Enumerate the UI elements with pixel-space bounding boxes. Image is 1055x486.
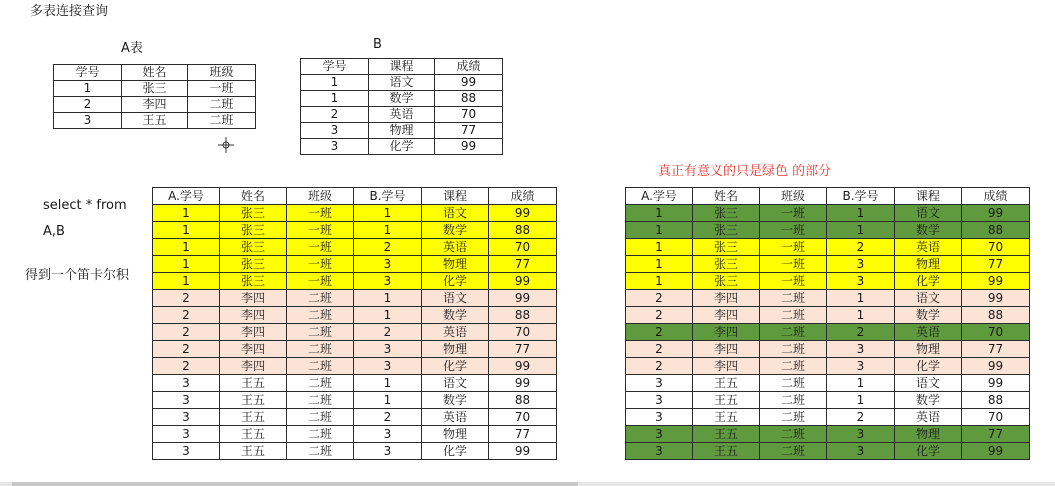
table-cell: 二班	[760, 392, 827, 409]
table-cell: 王五	[693, 443, 760, 460]
table-cell: 2	[153, 358, 220, 375]
table-cell: 3	[153, 426, 220, 443]
table-cell: 数学	[422, 222, 489, 239]
table-cell: 3	[54, 113, 122, 129]
table-cell: 二班	[287, 426, 354, 443]
table-cell: 77	[435, 123, 503, 139]
table-cell: 3	[827, 443, 895, 460]
table-cell: 70	[489, 409, 557, 426]
table-cell: 1	[354, 375, 422, 392]
product-row	[153, 222, 557, 239]
column-header: 成绩	[962, 188, 1030, 205]
table-cell: 二班	[760, 426, 827, 443]
table-cell: 二班	[287, 375, 354, 392]
table-cell: 张三	[220, 222, 287, 239]
table-cell: 70	[962, 409, 1030, 426]
query-line-1: select * from	[43, 198, 127, 213]
table-cell: 数学	[895, 307, 962, 324]
table-cell: 李四	[693, 290, 760, 307]
table-cell: 3	[153, 375, 220, 392]
table-cell: 二班	[188, 113, 256, 129]
highlighted-row	[626, 341, 1030, 358]
product-row	[153, 426, 557, 443]
table-cell: 李四	[122, 97, 188, 113]
header-row	[626, 188, 1030, 205]
table-cell: 70	[489, 324, 557, 341]
product-row	[153, 205, 557, 222]
table-cell: 英语	[369, 107, 435, 123]
highlighted-row	[626, 443, 1030, 460]
query-note: 得到一个笛卡尔积	[25, 268, 130, 283]
highlighted-row	[626, 273, 1030, 290]
table-cell: 二班	[287, 290, 354, 307]
table-cell: 张三	[693, 256, 760, 273]
table-cell: 1	[301, 75, 369, 91]
table-cell: 2	[354, 239, 422, 256]
table-cell: 1	[153, 273, 220, 290]
column-header: 成绩	[435, 59, 503, 75]
highlighted-row	[626, 324, 1030, 341]
table-cell: 99	[962, 205, 1030, 222]
table-cell: 3	[827, 426, 895, 443]
product-row	[153, 341, 557, 358]
table-cell: 王五	[693, 409, 760, 426]
table-cell: 1	[827, 205, 895, 222]
table-cell: 1	[354, 392, 422, 409]
table-cell: 3	[354, 273, 422, 290]
table-cell: 李四	[220, 341, 287, 358]
table-cell: 化学	[895, 443, 962, 460]
table-cell: 李四	[693, 358, 760, 375]
table-cell: 李四	[693, 341, 760, 358]
table-b-row	[301, 91, 503, 107]
table-cell: 张三	[693, 222, 760, 239]
table-cell: 张三	[220, 205, 287, 222]
table-cell: 2	[626, 307, 693, 324]
column-header: 姓名	[693, 188, 760, 205]
table-cell: 3	[153, 392, 220, 409]
table-cell: 语文	[895, 290, 962, 307]
table-cell: 3	[626, 426, 693, 443]
table-a-row	[54, 113, 256, 129]
table-cell: 2	[153, 324, 220, 341]
table-cell: 2	[626, 358, 693, 375]
table-cell: 99	[489, 273, 557, 290]
table-cell: 3	[626, 409, 693, 426]
table-cell: 数学	[369, 91, 435, 107]
table-cell: 数学	[422, 392, 489, 409]
table-cell: 一班	[760, 256, 827, 273]
header-row	[153, 188, 557, 205]
table-cell: 99	[962, 290, 1030, 307]
table-cell: 化学	[895, 273, 962, 290]
table-cell: 物理	[895, 426, 962, 443]
highlighted-row	[626, 239, 1030, 256]
table-cell: 二班	[760, 290, 827, 307]
highlighted-row	[626, 392, 1030, 409]
table-cell: 77	[489, 426, 557, 443]
table-cell: 3	[354, 341, 422, 358]
table-cell: 99	[489, 205, 557, 222]
table-cell: 1	[153, 239, 220, 256]
table-a-row	[54, 81, 256, 97]
table-cell: 3	[301, 123, 369, 139]
product-row	[153, 324, 557, 341]
table-cell: 二班	[287, 443, 354, 460]
column-header: 姓名	[220, 188, 287, 205]
table-cell: 二班	[287, 409, 354, 426]
table-cell: 张三	[693, 205, 760, 222]
table-cell: 88	[489, 222, 557, 239]
table-cell: 3	[626, 392, 693, 409]
table-cell: 一班	[760, 222, 827, 239]
table-cell: 二班	[287, 392, 354, 409]
table-b-row	[301, 107, 503, 123]
highlighted-row	[626, 256, 1030, 273]
table-cell: 99	[489, 358, 557, 375]
product-row	[153, 290, 557, 307]
table-cell: 3	[354, 443, 422, 460]
table-cell: 一班	[760, 205, 827, 222]
product-row	[153, 375, 557, 392]
table-cell: 3	[626, 443, 693, 460]
table-cell: 1	[54, 81, 122, 97]
column-header: A.学号	[626, 188, 693, 205]
table-cell: 数学	[422, 307, 489, 324]
table-cell: 语文	[422, 375, 489, 392]
column-header: 学号	[301, 59, 369, 75]
product-row	[153, 409, 557, 426]
table-cell: 1	[301, 91, 369, 107]
table-cell: 张三	[220, 239, 287, 256]
table-cell: 王五	[220, 443, 287, 460]
table-cell: 77	[489, 256, 557, 273]
table-cell: 3	[626, 375, 693, 392]
table-cell: 化学	[422, 358, 489, 375]
table-cell: 物理	[422, 341, 489, 358]
table-cell: 1	[827, 392, 895, 409]
table-cell: 88	[489, 392, 557, 409]
table-cell: 2	[827, 409, 895, 426]
table-cell: 3	[153, 443, 220, 460]
table-cell: 3	[827, 256, 895, 273]
highlighted-row	[626, 205, 1030, 222]
table-cell: 2	[827, 239, 895, 256]
table-cell: 数学	[895, 222, 962, 239]
product-row	[153, 443, 557, 460]
table-cell: 语文	[895, 375, 962, 392]
product-row	[153, 256, 557, 273]
table-cell: 物理	[895, 256, 962, 273]
table-cell: 化学	[895, 358, 962, 375]
table-cell: 一班	[188, 81, 256, 97]
table-cell: 王五	[220, 392, 287, 409]
highlighted-row	[626, 222, 1030, 239]
table-cell: 一班	[760, 239, 827, 256]
table-cell: 77	[962, 426, 1030, 443]
table-cell: 99	[489, 290, 557, 307]
table-cell: 英语	[422, 409, 489, 426]
table-cell: 2	[626, 324, 693, 341]
table-cell: 李四	[693, 307, 760, 324]
table-cell: 99	[489, 375, 557, 392]
table-cell: 99	[962, 375, 1030, 392]
table-cell: 1	[626, 239, 693, 256]
table-cell: 2	[626, 290, 693, 307]
table-cell: 2	[153, 341, 220, 358]
table-cell: 70	[962, 239, 1030, 256]
highlighted-row	[626, 409, 1030, 426]
table-cell: 二班	[188, 97, 256, 113]
table-cell: 张三	[220, 256, 287, 273]
table-cell: 99	[962, 273, 1030, 290]
table-cell: 88	[962, 392, 1030, 409]
table-cell: 1	[354, 222, 422, 239]
table-cell: 3	[827, 358, 895, 375]
table-cell: 3	[301, 139, 369, 155]
table-cell: 88	[489, 307, 557, 324]
product-row	[153, 358, 557, 375]
highlighted-row	[626, 426, 1030, 443]
table-cell: 3	[354, 358, 422, 375]
table-cell: 77	[962, 341, 1030, 358]
table-cell: 一班	[287, 239, 354, 256]
table-b-row	[301, 139, 503, 155]
table-cell: 二班	[760, 358, 827, 375]
table-cell: 3	[827, 341, 895, 358]
table-cell: 王五	[220, 426, 287, 443]
highlight-note: 真正有意义的只是绿色 的部分	[658, 164, 832, 179]
table-cell: 李四	[220, 290, 287, 307]
table-cell: 1	[626, 205, 693, 222]
table-cell: 77	[489, 341, 557, 358]
table-cell: 二班	[287, 341, 354, 358]
table-cell: 2	[153, 290, 220, 307]
table-cell: 语文	[369, 75, 435, 91]
table-cell: 语文	[422, 205, 489, 222]
table-cell: 李四	[220, 307, 287, 324]
table-cell: 1	[827, 290, 895, 307]
table-cell: 二班	[760, 443, 827, 460]
table-cell: 物理	[369, 123, 435, 139]
table-cell: 2	[354, 324, 422, 341]
table-cell: 化学	[369, 139, 435, 155]
column-header: 班级	[188, 65, 256, 81]
table-cell: 张三	[122, 81, 188, 97]
table-cell: 1	[153, 222, 220, 239]
table-cell: 1	[153, 256, 220, 273]
table-cell: 语文	[422, 290, 489, 307]
product-row	[153, 239, 557, 256]
table-cell: 二班	[760, 307, 827, 324]
column-header: 学号	[54, 65, 122, 81]
table-cell: 一班	[287, 222, 354, 239]
table-cell: 物理	[422, 426, 489, 443]
table-cell: 英语	[895, 409, 962, 426]
table-cell: 1	[626, 273, 693, 290]
table-cell: 3	[153, 409, 220, 426]
table-cell: 数学	[895, 392, 962, 409]
table-cell: 88	[435, 91, 503, 107]
table-cell: 1	[354, 205, 422, 222]
table-cell: 一班	[760, 273, 827, 290]
table-cell: 99	[962, 443, 1030, 460]
table-cell: 化学	[422, 273, 489, 290]
highlighted-row	[626, 358, 1030, 375]
highlighted-row	[626, 375, 1030, 392]
table-cell: 二班	[760, 375, 827, 392]
table-cell: 1	[626, 222, 693, 239]
highlighted-row	[626, 307, 1030, 324]
table-cell: 王五	[220, 409, 287, 426]
product-row	[153, 273, 557, 290]
product-row	[153, 307, 557, 324]
table-cell: 1	[827, 222, 895, 239]
table-cell: 99	[489, 443, 557, 460]
table-cell: 2	[626, 341, 693, 358]
table-a-caption: A表	[121, 41, 143, 56]
table-b-caption: B	[373, 37, 382, 52]
table-cell: 物理	[895, 341, 962, 358]
column-header: B.学号	[354, 188, 422, 205]
highlighted-row	[626, 290, 1030, 307]
table-cell: 2	[354, 409, 422, 426]
table-cell: 王五	[220, 375, 287, 392]
table-cell: 77	[962, 256, 1030, 273]
table-cell: 一班	[287, 205, 354, 222]
table-b-row	[301, 75, 503, 91]
table-cell: 物理	[422, 256, 489, 273]
table-a-row	[54, 97, 256, 113]
table-cell: 王五	[122, 113, 188, 129]
table-cell: 70	[435, 107, 503, 123]
column-header: 课程	[369, 59, 435, 75]
table-cell: 88	[962, 307, 1030, 324]
table-cell: 70	[962, 324, 1030, 341]
query-line-2: A,B	[43, 224, 65, 239]
horizontal-scrollbar-thumb[interactable]	[12, 482, 578, 486]
table-cell: 2	[54, 97, 122, 113]
product-row	[153, 392, 557, 409]
column-header: 班级	[760, 188, 827, 205]
table-cell: 张三	[693, 273, 760, 290]
table-cell: 二班	[760, 409, 827, 426]
column-header: A.学号	[153, 188, 220, 205]
table-cell: 99	[435, 75, 503, 91]
table-cell: 李四	[220, 358, 287, 375]
table-cell: 王五	[693, 392, 760, 409]
table-cell: 二班	[287, 358, 354, 375]
table-cell: 一班	[287, 273, 354, 290]
table-cell: 3	[827, 273, 895, 290]
column-header: 课程	[895, 188, 962, 205]
table-cell: 李四	[220, 324, 287, 341]
column-header: 姓名	[122, 65, 188, 81]
table-cell: 3	[354, 426, 422, 443]
column-header: B.学号	[827, 188, 895, 205]
table-b	[300, 58, 503, 155]
table-cell: 英语	[422, 324, 489, 341]
table-cell: 二班	[287, 307, 354, 324]
table-cell: 化学	[422, 443, 489, 460]
column-header: 课程	[422, 188, 489, 205]
table-cell: 1	[354, 290, 422, 307]
highlighted-product-table	[625, 187, 1030, 460]
table-cell: 一班	[287, 256, 354, 273]
table-cell: 英语	[422, 239, 489, 256]
table-cell: 2	[153, 307, 220, 324]
cartesian-product-table	[152, 187, 557, 460]
table-cell: 王五	[693, 426, 760, 443]
table-b-row	[301, 123, 503, 139]
table-cell: 99	[962, 358, 1030, 375]
table-cell: 张三	[693, 239, 760, 256]
table-cell: 李四	[693, 324, 760, 341]
column-header: 成绩	[489, 188, 557, 205]
table-cell: 二班	[760, 341, 827, 358]
table-cell: 2	[827, 324, 895, 341]
table-cell: 1	[827, 307, 895, 324]
header-row	[54, 65, 256, 81]
table-cell: 英语	[895, 324, 962, 341]
table-cell: 88	[962, 222, 1030, 239]
table-cell: 语文	[895, 205, 962, 222]
table-cell: 1	[153, 205, 220, 222]
table-cell: 3	[354, 256, 422, 273]
table-cell: 99	[435, 139, 503, 155]
crosshair-cursor-icon	[218, 137, 234, 153]
table-cell: 英语	[895, 239, 962, 256]
table-cell: 张三	[220, 273, 287, 290]
table-cell: 1	[626, 256, 693, 273]
table-cell: 二班	[287, 324, 354, 341]
column-header: 班级	[287, 188, 354, 205]
page-title: 多表连接查询	[30, 4, 109, 19]
table-a	[53, 64, 256, 129]
table-cell: 1	[354, 307, 422, 324]
table-cell: 70	[489, 239, 557, 256]
table-cell: 二班	[760, 324, 827, 341]
table-cell: 2	[301, 107, 369, 123]
table-cell: 1	[827, 375, 895, 392]
table-cell: 王五	[693, 375, 760, 392]
header-row	[301, 59, 503, 75]
